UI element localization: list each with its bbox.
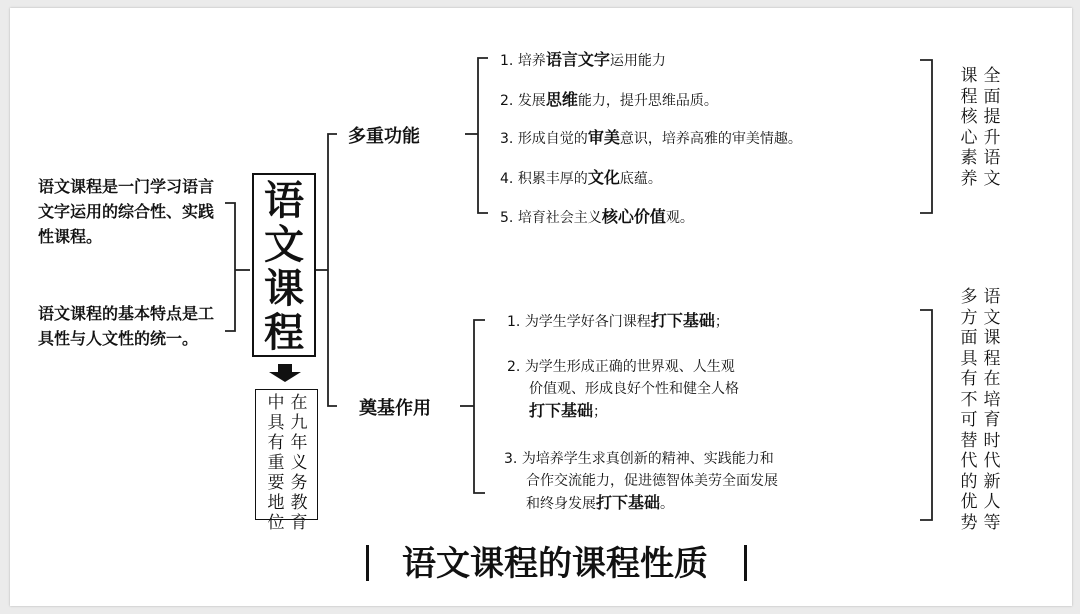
function-item: 4. 积累丰厚的文化底蕴。 — [500, 168, 662, 187]
branch-label-foundation: 奠基作用 — [359, 398, 431, 419]
function-item: 3. 形成自觉的审美意识，培养高雅的审美情趣。 — [500, 128, 802, 147]
foundation-summary-column-right: 语文课程在培育时代新人等 — [983, 287, 1001, 533]
foundation-item: 3. 为培养学生求真创新的精神、实践能力和 合作交流能力，促进德智体美劳全面发展 和终身发展打下基础。 — [504, 451, 778, 512]
center-title-char: 程 — [264, 310, 304, 356]
function-bracket — [478, 58, 488, 213]
page-title: 语文课程的课程性质 — [402, 544, 708, 584]
center-title-char: 课 — [264, 266, 304, 312]
left-note-definition: 语文课程是一门学习语言文字运用的综合性、实践性课程。 — [38, 177, 215, 246]
function-item: 1. 培养语言文字运用能力 — [500, 50, 666, 69]
function-item: 2. 发展思维能力，提升思维品质。 — [500, 90, 718, 109]
main-bracket — [328, 134, 337, 406]
status-column-right: 在九年义务教育 — [290, 393, 308, 533]
function-item: 5. 培育社会主义核心价值观。 — [500, 207, 694, 226]
status-box — [255, 389, 318, 533]
foundation-item: 1. 为学生学好各门课程打下基础； — [507, 311, 729, 330]
left-bracket — [225, 203, 235, 331]
down-arrow-icon — [269, 364, 301, 382]
function-summary-bracket — [920, 60, 932, 213]
function-summary-column-left: 课程核心素养 — [960, 66, 978, 189]
foundation-item: 2. 为学生形成正确的世界观、人生观 价值观、形成良好个性和健全人格 打下基础； — [507, 359, 739, 420]
foundation-summary-column-left: 多方面具有不可替代的优势 — [960, 287, 978, 533]
center-title-char: 语 — [264, 178, 304, 224]
center-title-box — [252, 173, 316, 357]
foundation-summary-bracket — [920, 310, 932, 520]
function-summary-column-right: 全面提升语文 — [983, 66, 1001, 189]
center-title-char: 文 — [264, 222, 304, 268]
slide — [10, 8, 1072, 606]
left-note-characteristics: 语文课程的基本特点是工具性与人文性的统一。 — [38, 304, 215, 348]
branch-label-function: 多重功能 — [348, 126, 420, 147]
foundation-bracket — [474, 320, 485, 493]
title-bar-right — [744, 545, 747, 581]
status-column-left: 中具有重要地位 — [267, 393, 285, 533]
